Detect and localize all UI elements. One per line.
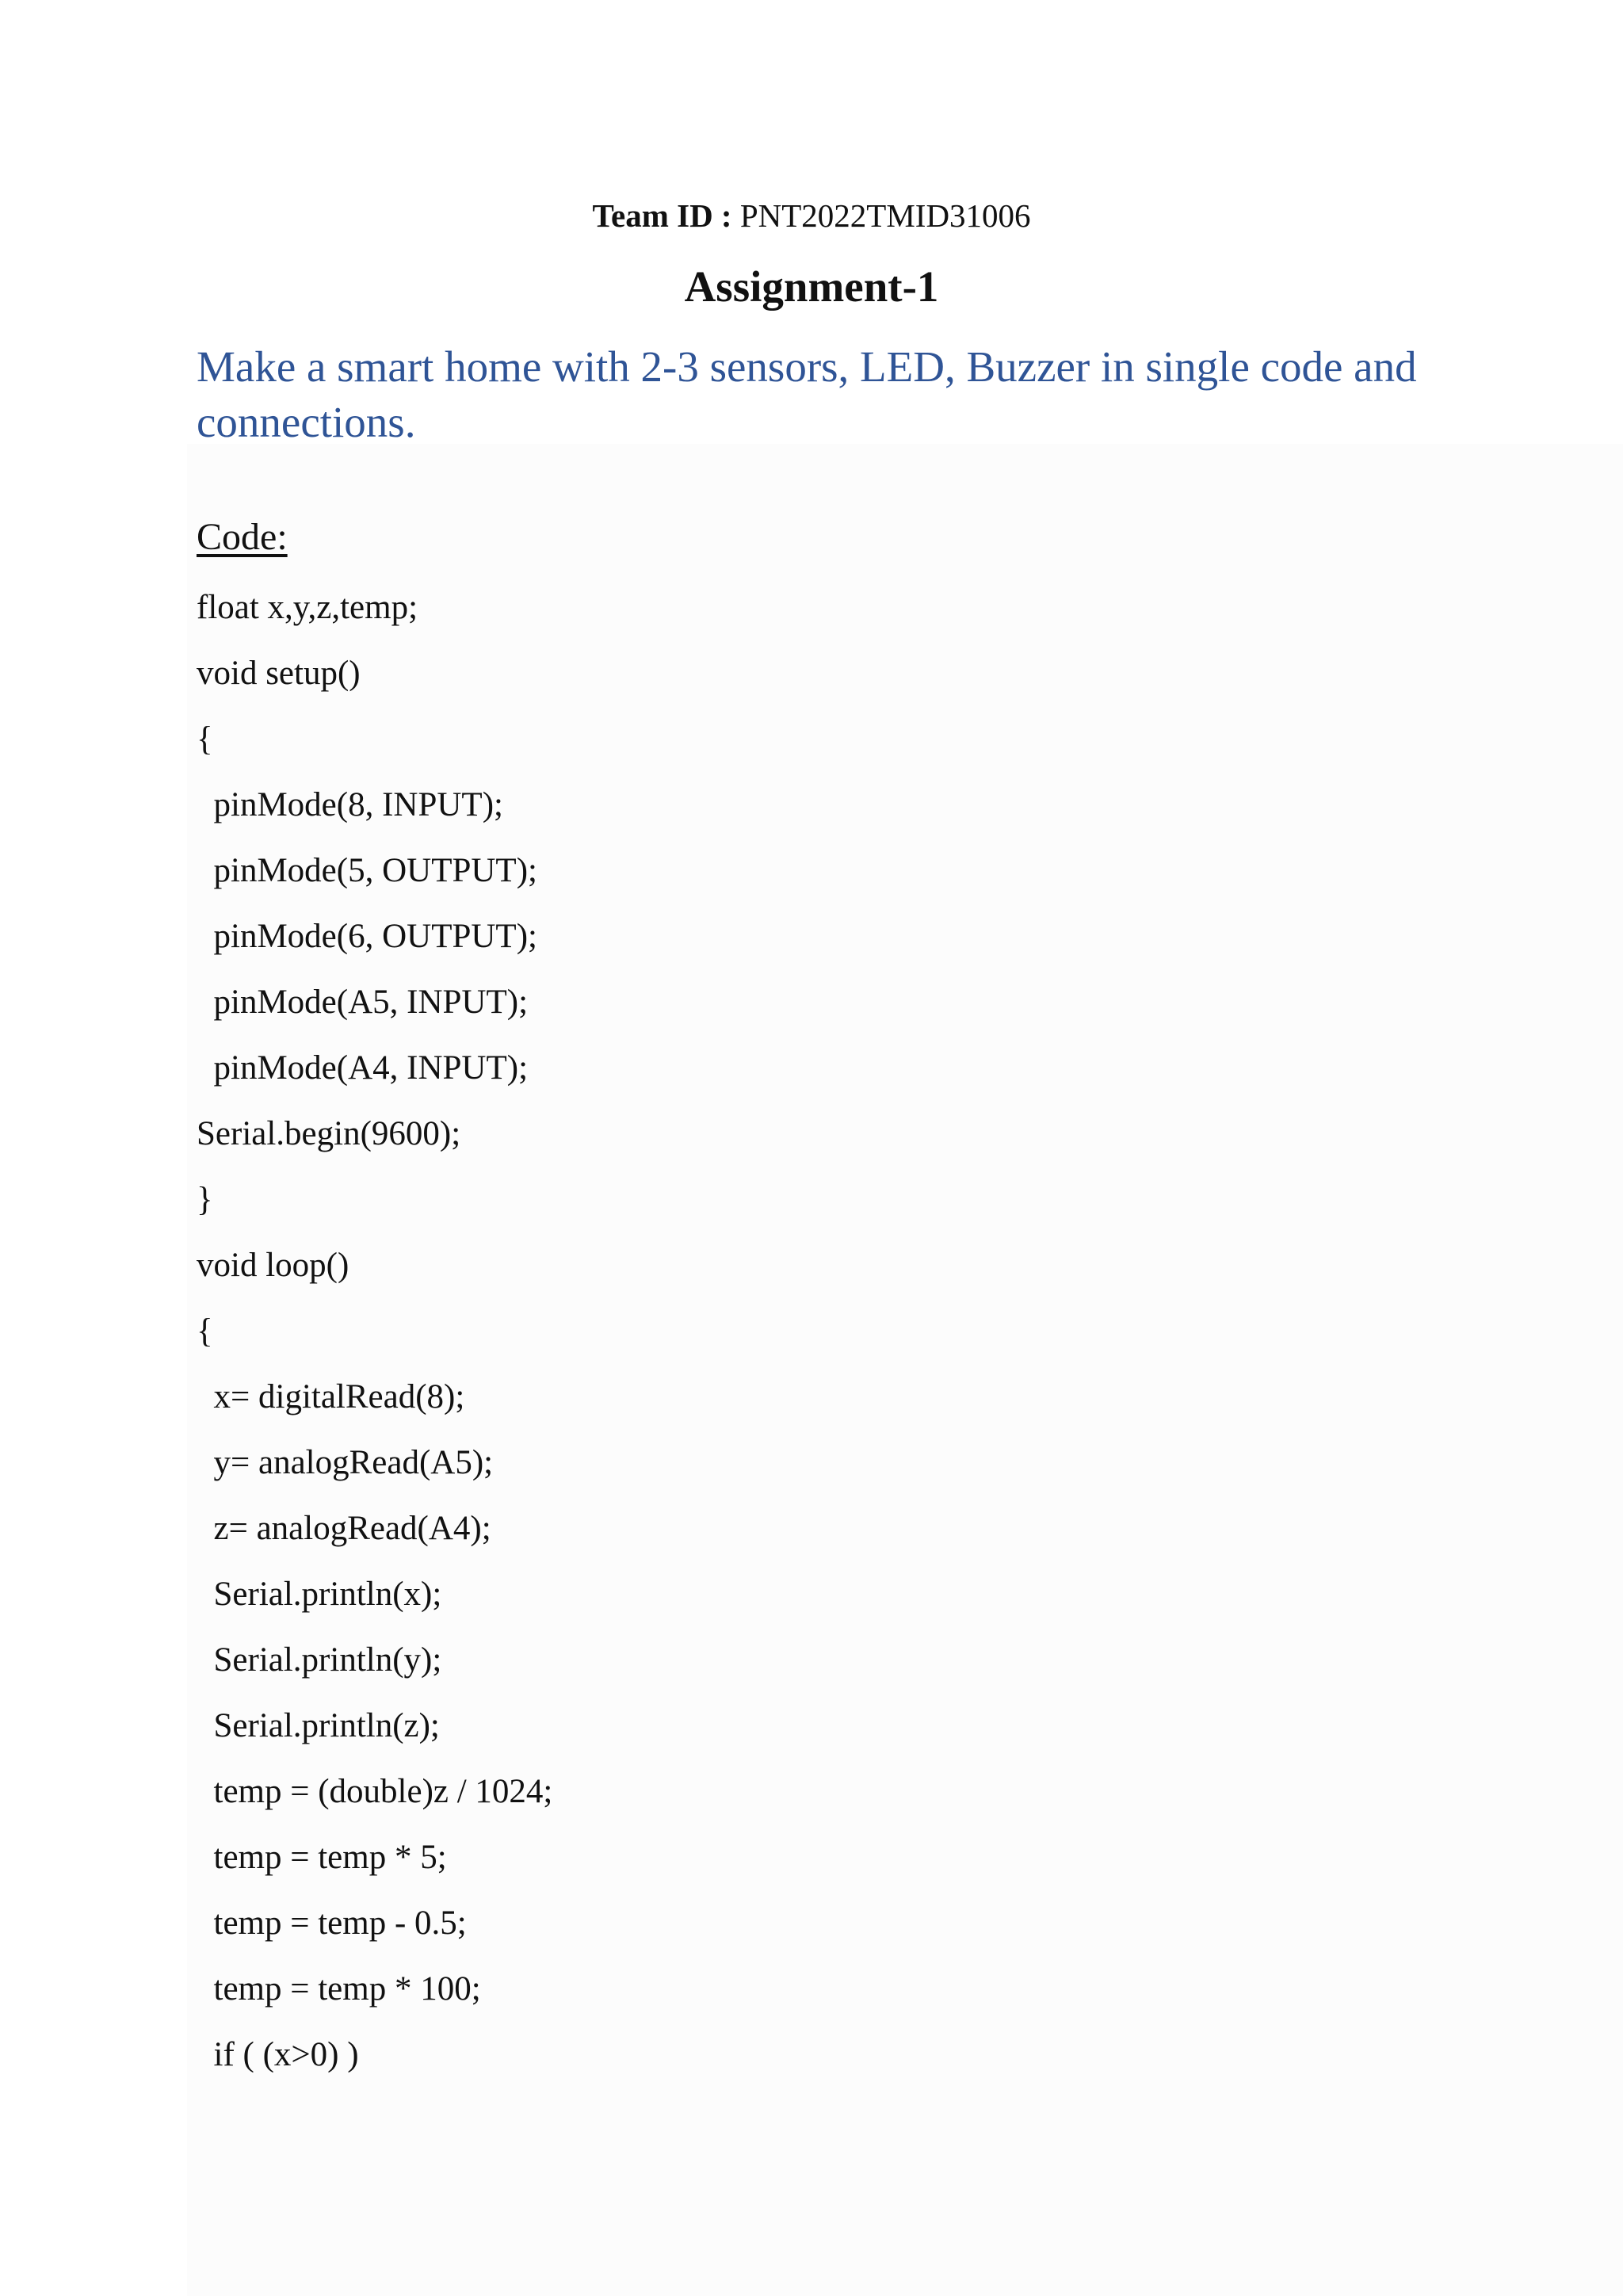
code-line: if ( (x>0) ) [197, 2036, 359, 2073]
code-line: x= digitalRead(8); [197, 1378, 465, 1415]
code-line: temp = temp - 0.5; [197, 1904, 467, 1942]
code-line: temp = temp * 5; [197, 1839, 447, 1876]
code-line: z= analogRead(A4); [197, 1510, 491, 1547]
code-line: y= analogRead(A5); [197, 1444, 494, 1481]
code-line: pinMode(6, OUTPUT); [197, 918, 537, 955]
code-section-heading: Code: [197, 516, 288, 558]
code-listing [197, 580, 552, 2093]
code-line: Serial.println(y); [197, 1641, 442, 1679]
code-line: Serial.begin(9600); [197, 1115, 461, 1152]
code-line: void setup() [197, 655, 361, 692]
code-line: float x,y,z,temp; [197, 589, 418, 626]
code-line: { [197, 720, 213, 758]
code-line: temp = (double)z / 1024; [197, 1773, 553, 1810]
code-line: Serial.println(z); [197, 1707, 440, 1744]
team-id-label: Team ID : [592, 197, 732, 234]
code-line: pinMode(A4, INPUT); [197, 1049, 529, 1087]
code-line: } [197, 1181, 213, 1218]
code-line: pinMode(8, INPUT); [197, 786, 503, 823]
code-line: Serial.println(x); [197, 1576, 442, 1613]
code-line: void loop() [197, 1247, 349, 1284]
task-heading: Make a smart home with 2-3 sensors, LED, Buzzer in single code and connections. [197, 342, 1417, 446]
code-line: pinMode(5, OUTPUT); [197, 852, 537, 889]
code-line: pinMode(A5, INPUT); [197, 984, 529, 1021]
team-id-value: PNT2022TMID31006 [739, 197, 1031, 234]
team-id-line [0, 192, 1623, 239]
code-line: { [197, 1312, 213, 1350]
assignment-title: Assignment-1 [684, 262, 939, 311]
code-line: temp = temp * 100; [197, 1970, 481, 2008]
